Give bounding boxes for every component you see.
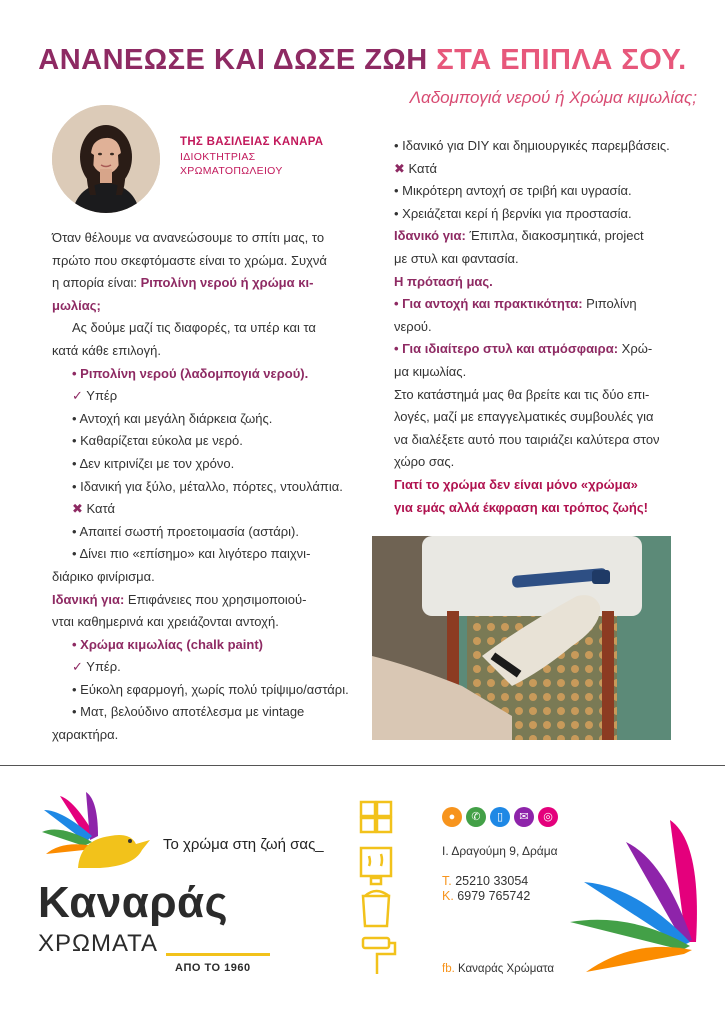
checkmark-icon: ✓ — [72, 659, 83, 675]
closing-line-2: για εμάς αλλά έκφραση και τρόπος ζωής! — [394, 499, 648, 515]
brand-since: ΑΠΟ ΤΟ 1960 — [175, 962, 251, 974]
article-column-2 — [394, 135, 672, 519]
list-item: • Καθαρίζεται εύκολα με νερό. — [72, 433, 243, 449]
headline-part2: ΣΤΑ ΕΠΙΠΛΑ ΣΟΥ. — [436, 44, 687, 76]
author-role — [180, 150, 283, 178]
text-line: Όταν θέλουμε να ανανεώσουμε το σπίτι μας, το — [52, 230, 325, 245]
text-line: μα κιμωλίας. — [394, 363, 467, 379]
list-item: • Αντοχή και μεγάλη διάρκεια ζωής. — [72, 410, 273, 426]
list-item: • Μικρότερη αντοχή σε τριβή και υγρασία. — [394, 183, 632, 199]
bird-logo-icon — [38, 790, 153, 870]
text-line: λογές, μαζί με επαγγελματικές συμβουλές για — [394, 409, 654, 425]
mobile-label: Κ. — [442, 889, 454, 903]
mobile-number[interactable]: 6979 765742 — [457, 889, 531, 903]
facebook-line — [442, 963, 554, 975]
text-line: με στυλ και φαντασία. — [394, 250, 519, 266]
painting-photo — [372, 536, 671, 740]
text-line: Στο κατάστημά μας θα βρείτε και τις δύο επι- — [394, 386, 650, 402]
mobile-icon[interactable]: ▯ — [490, 807, 510, 827]
facebook-label: fb. — [442, 963, 455, 975]
page-headline — [0, 44, 725, 77]
option1-title: • Ριπολίνη νερού (λαδομπογιά νερού). — [72, 365, 309, 381]
web-icon[interactable]: ◎ — [538, 807, 558, 827]
highlight-question: Ριπολίνη νερού ή χρώμα κι- — [140, 275, 314, 291]
phone-numbers — [442, 874, 530, 904]
pros-label — [52, 385, 355, 408]
text-line: νται καθημερινά και χρειάζονται αντοχή. — [52, 614, 279, 630]
footer-divider — [0, 765, 725, 766]
phone-icon[interactable]: ✆ — [466, 807, 486, 827]
text-line: Ας δούμε μαζί τις διαφορές, τα υπέρ και τα — [72, 320, 316, 336]
list-item: • Χρειάζεται κερί ή βερνίκι για προστασία. — [394, 205, 632, 221]
rec1-label: • Για αντοχή και πρακτικότητα: — [394, 296, 583, 312]
pros-label — [52, 656, 355, 679]
landline — [442, 874, 530, 889]
painting-photo-illustration — [372, 536, 671, 740]
ideal-label: Ιδανικό για: — [394, 228, 466, 244]
brand-subtitle: ΧΡΩΜΑΤΑ — [38, 930, 159, 957]
brand-underline — [166, 953, 270, 956]
cross-icon: ✖ — [394, 160, 405, 176]
store-address: Ι. Δραγούμη 9, Δράμα — [442, 844, 558, 858]
rec2-label: • Για ιδιαίτερο στυλ και ατμόσφαιρα: — [394, 341, 619, 357]
list-item: • Ιδανική για ξύλο, μέταλλο, πόρτες, ντουλάπια. — [72, 478, 343, 494]
list-item-cont: χαρακτήρα. — [52, 727, 119, 743]
proposal-heading: Η πρότασή μας. — [394, 273, 493, 289]
rec2-text: Χρώ- — [618, 341, 653, 357]
cross-icon: ✖ — [72, 501, 83, 517]
ideal-line — [394, 225, 672, 248]
text-line: να διαλέξετε αυτό που ταιριάζει καλύτερα στον — [394, 431, 660, 447]
list-item: • Απαιτεί σωστή προετοιμασία (αστάρι). — [72, 523, 299, 539]
list-item: • Δίνει πιο «επίσημο» και λιγότερο παιχνι- — [72, 546, 311, 562]
text-line: χώρο σας. — [394, 454, 455, 470]
contact-icons — [442, 807, 558, 829]
phone-number[interactable]: 25210 33054 — [455, 874, 529, 888]
location-icon[interactable]: ● — [442, 807, 462, 827]
cons-label — [52, 498, 355, 521]
text-line — [52, 272, 355, 295]
text-line: νερού. — [394, 318, 432, 334]
author-name: ΤΗΣ ΒΑΣΙΛΕΙΑΣ ΚΑΝΑΡΑ — [180, 136, 324, 148]
text-span: η απορία είναι: — [52, 275, 141, 291]
checkmark-icon: ✓ — [72, 388, 83, 404]
highlight-question-end: μωλίας; — [52, 297, 101, 313]
option2-title: • Χρώμα κιμωλίας (chalk paint) — [72, 636, 263, 652]
text-line: πρώτο που σκεφτόμαστε είναι το χρώμα. Συχνά — [52, 252, 327, 268]
list-item: • Ιδανικό για DIY και δημιουργικές παρεμβάσεις. — [394, 138, 670, 153]
recommendation-1 — [394, 293, 672, 316]
ideal-text: Επιφάνειες που χρησιμοποιού- — [124, 591, 307, 607]
author-portrait — [52, 105, 160, 213]
ideal-line — [52, 589, 355, 612]
mobile — [442, 889, 530, 904]
pros-label-text: Υπέρ — [86, 388, 118, 404]
cons-label-text: Κατά — [408, 160, 438, 176]
portrait-illustration — [52, 105, 160, 213]
text-line: κατά κάθε επιλογή. — [52, 342, 161, 358]
ideal-label: Ιδανική για: — [52, 591, 125, 607]
ideal-text: Έπιπλα, διακοσμητικά, project — [465, 228, 644, 244]
phone-label: Τ. — [442, 874, 452, 888]
mail-icon[interactable]: ✉ — [514, 807, 534, 827]
author-role-line2: ΧΡΩΜΑΤΟΠΩΛΕΙΟΥ — [180, 165, 283, 177]
recommendation-2 — [394, 338, 672, 361]
cons-label-text: Κατά — [86, 501, 116, 517]
cons-label — [394, 158, 672, 181]
list-item: • Δεν κιτρινίζει με τον χρόνο. — [72, 455, 235, 471]
list-item-cont: διάρικο φινίρισμα. — [52, 568, 155, 584]
list-item: • Ματ, βελούδινο αποτέλεσμα με vintage — [72, 704, 305, 720]
article-column-1 — [52, 227, 355, 747]
rec1-text: Ριπολίνη — [582, 296, 637, 312]
subheadline: Λαδομπογιά νερού ή Χρώμα κιμωλίας; — [409, 88, 697, 107]
paint-tools-icons — [357, 798, 401, 978]
headline-part1: ΑΝΑΝΕΩΣΕ ΚΑΙ ΔΩΣΕ ΖΩΗ — [38, 44, 428, 76]
closing-line-1: Γιατί το χρώμα δεν είναι μόνο «χρώμα» — [394, 476, 638, 492]
pros-label-text: Υπέρ. — [86, 659, 121, 675]
brand-name: Καναράς — [38, 878, 228, 927]
author-role-line1: ΙΔΙΟΚΤΗΤΡΙΑΣ — [180, 151, 256, 163]
petals-logo-icon — [566, 812, 706, 982]
list-item: • Εύκολη εφαρμογή, χωρίς πολύ τρίψιμο/αστάρι. — [72, 681, 349, 697]
footer-tagline: Το χρώμα στη ζωή σας_ — [163, 836, 324, 853]
facebook-page[interactable]: Καναράς Χρώματα — [458, 963, 554, 975]
